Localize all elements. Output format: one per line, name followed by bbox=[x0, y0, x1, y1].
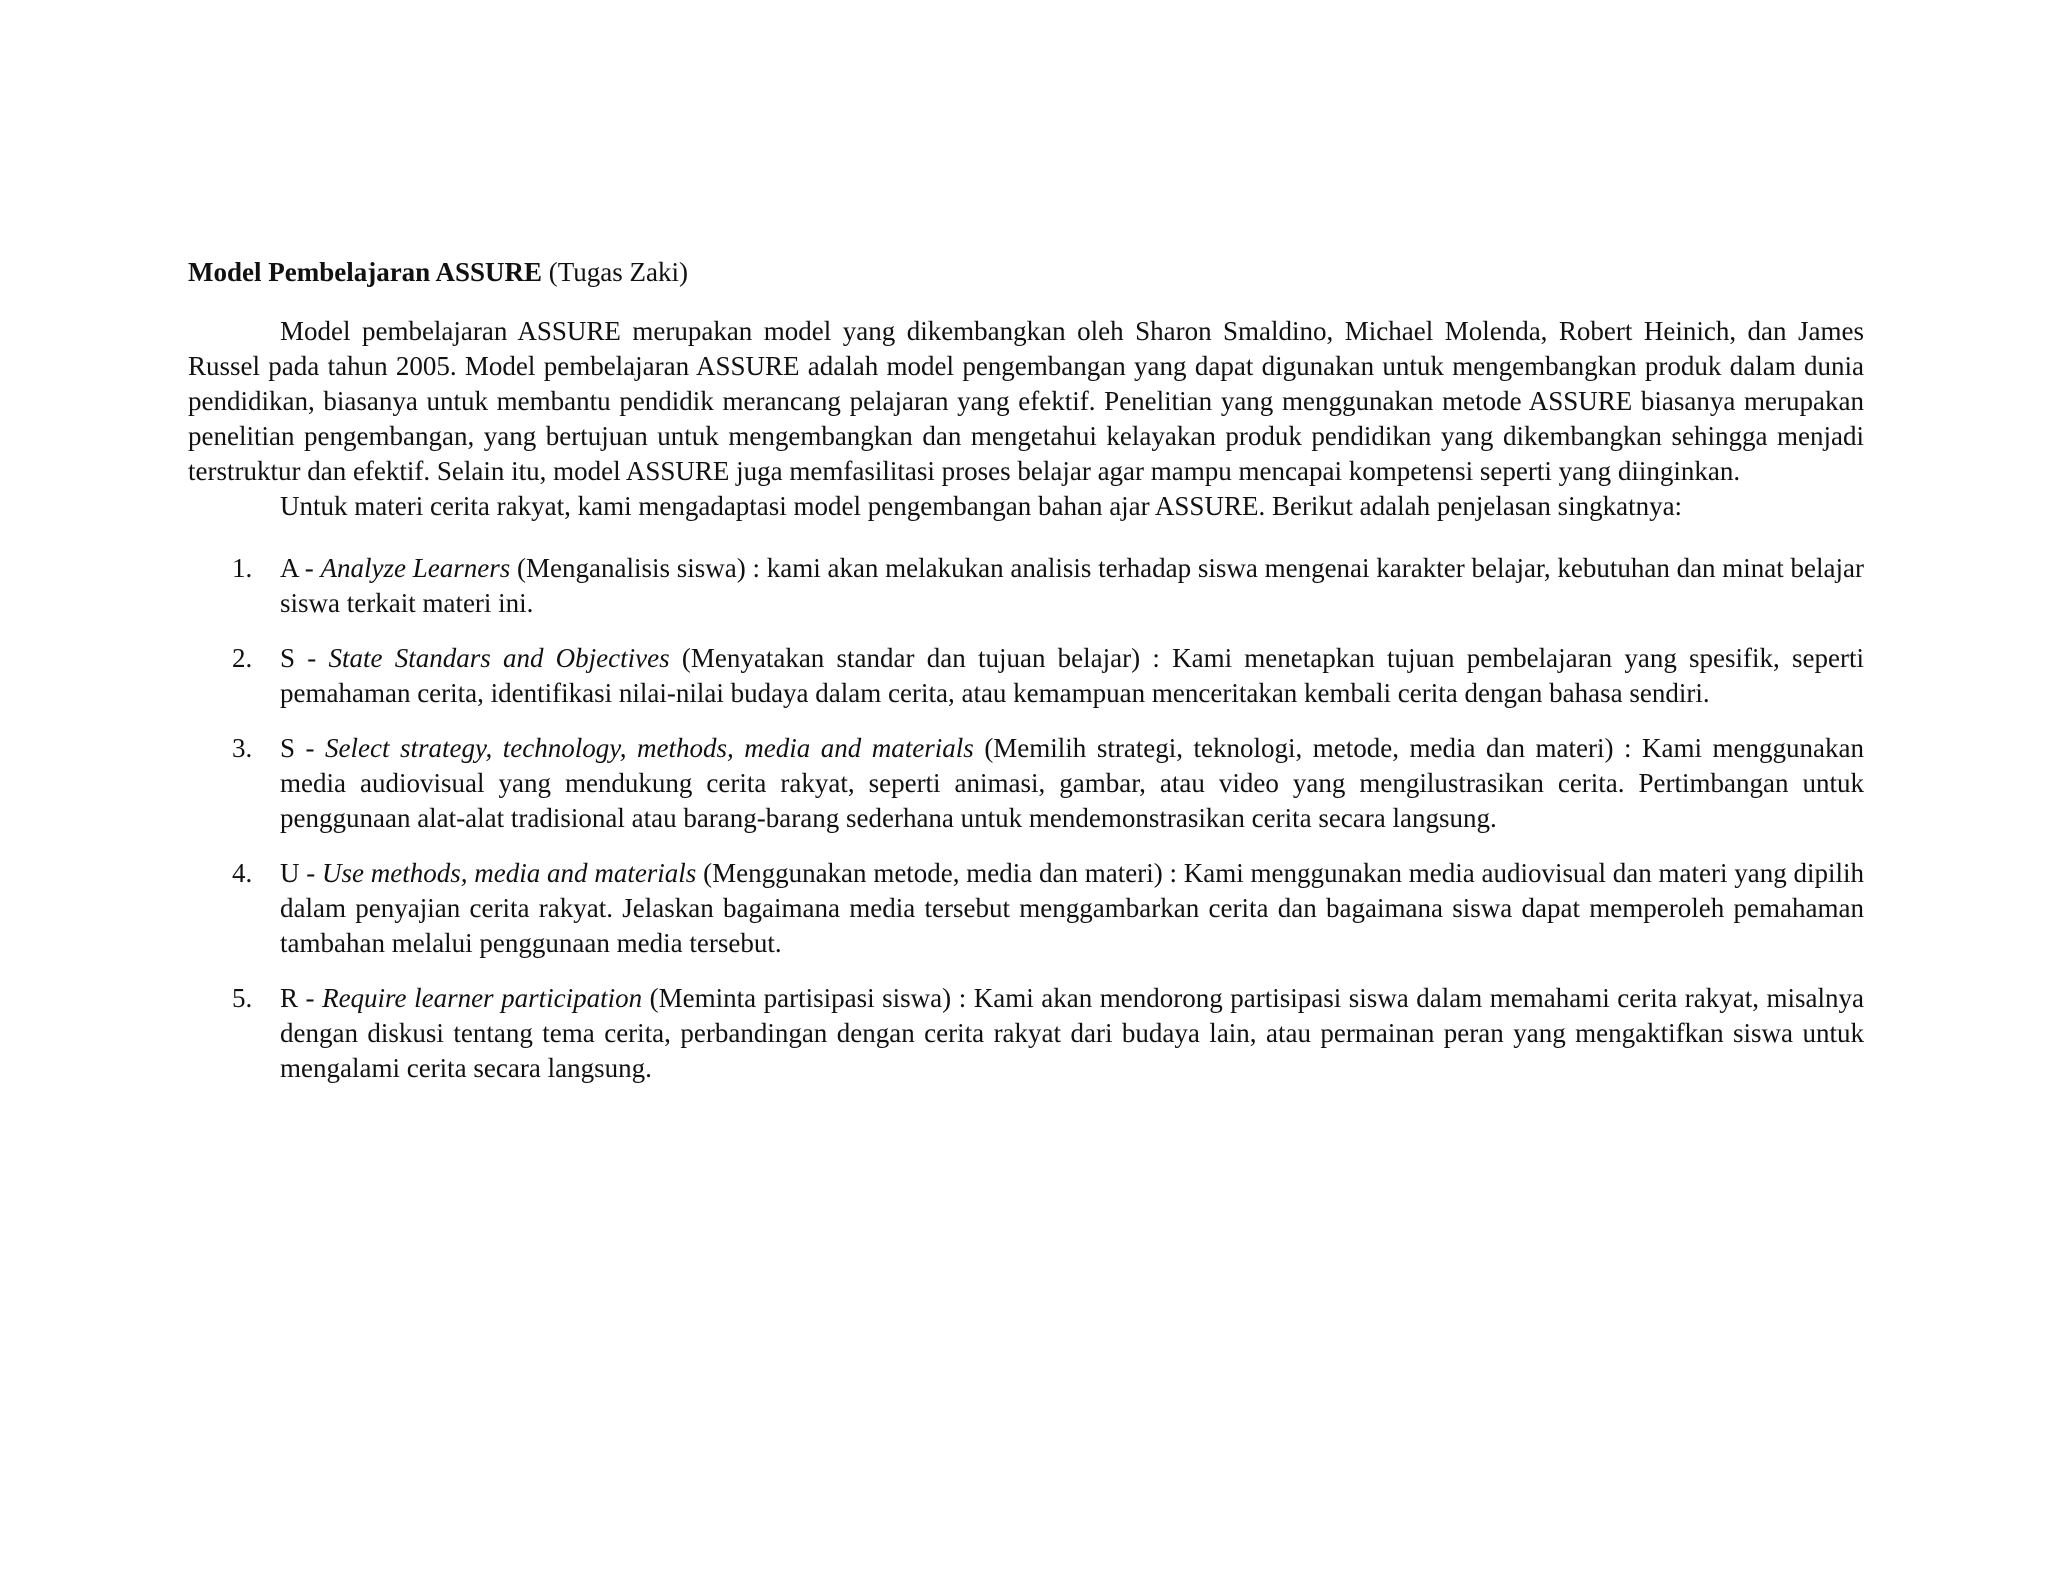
list-item-number: 2. bbox=[232, 643, 253, 673]
list-item-number: 3. bbox=[232, 733, 253, 763]
list-item-text: (Menyatakan standar dan tujuan belajar) : Kami menetapkan tujuan pembelajaran yang spesifik, seperti pemahaman cerita, identifikasi nilai-nilai budaya dalam cerita, atau kemampuan menceritakan kembali cerita dengan bahasa sendiri. bbox=[280, 643, 1864, 708]
assure-steps-list bbox=[188, 551, 1864, 1086]
list-item-letter: U - bbox=[280, 858, 323, 888]
list-item-letter: R - bbox=[280, 983, 323, 1013]
list-item bbox=[188, 981, 1864, 1086]
list-item-text: (Menganalisis siswa) : kami akan melakukan analisis terhadap siswa mengenai karakter belajar, kebutuhan dan minat belajar siswa terkait materi ini. bbox=[280, 553, 1864, 618]
list-item-term: Require learner participation bbox=[322, 983, 643, 1013]
list-item-letter: S - bbox=[280, 733, 326, 763]
list-item-text: (Meminta partisipasi siswa) : Kami akan mendorong partisipasi siswa dalam memahami cerita rakyat, misalnya dengan diskusi tentang tema cerita, perbandingan dengan cerita rakyat dari budaya lain, atau permainan peran yang mengaktifkan siswa untuk mengalami cerita secara langsung. bbox=[280, 983, 1865, 1083]
list-item bbox=[188, 551, 1864, 621]
document-page bbox=[188, 252, 1864, 1106]
list-item-term: Use methods, media and materials bbox=[322, 858, 697, 888]
list-item-term: Select strategy, technology, methods, media and materials bbox=[325, 733, 974, 763]
list-item bbox=[188, 641, 1864, 711]
list-item-number: 1. bbox=[232, 553, 253, 583]
list-item-letter: A - bbox=[280, 553, 321, 583]
list-item bbox=[188, 856, 1864, 961]
list-item-term: Analyze Learners bbox=[320, 553, 511, 583]
list-item-text: (Memilih strategi, teknologi, metode, media dan materi) : Kami menggunakan media audiovisual yang mendukung cerita rakyat, seperti animasi, gambar, atau video yang mengilustrasikan cerita. Pertimbangan untuk penggunaan alat-alat tradisional atau barang-barang sederhana untuk mendemonstrasikan cerita secara langsung. bbox=[280, 733, 1864, 833]
title-bold: Model Pembelajaran ASSURE bbox=[188, 257, 542, 287]
list-item-number: 4. bbox=[232, 858, 253, 888]
document-title bbox=[188, 252, 1864, 292]
list-item-text: (Menggunakan metode, media dan materi) : Kami menggunakan media audiovisual dan materi yang dipilih dalam penyajian cerita rakyat. Jelaskan bagaimana media tersebut menggambarkan cerita dan bagaimana siswa dapat memperoleh pemahaman tambahan melalui penggunaan media tersebut. bbox=[280, 858, 1864, 958]
list-item-term: State Standars and Objectives bbox=[328, 643, 670, 673]
list-item bbox=[188, 731, 1864, 836]
intro-paragraph: Model pembelajaran ASSURE merupakan model yang dikembangkan oleh Sharon Smaldino, Michael Molenda, Robert Heinich, dan James Russel pada tahun 2005. Model pembelajaran ASSURE adalah model pengembangan yang dapat digunakan untuk mengembangkan produk dalam dunia pendidikan, biasanya untuk membantu pendidik merancang pelajaran yang efektif. Penelitian yang menggunakan metode ASSURE biasanya merupakan penelitian pengembangan, yang bertujuan untuk mengembangkan dan mengetahui kelayakan produk pendidikan yang dikembangkan sehingga menjadi terstruktur dan efektif. Selain itu, model ASSURE juga memfasilitasi proses belajar agar mampu mencapai kompetensi seperti yang diinginkan. bbox=[188, 316, 1864, 486]
title-note: (Tugas Zaki) bbox=[542, 257, 688, 287]
list-item-number: 5. bbox=[232, 983, 253, 1013]
list-item-letter: S - bbox=[280, 643, 329, 673]
adaptation-paragraph: Untuk materi cerita rakyat, kami mengadaptasi model pengembangan bahan ajar ASSURE. Berikut adalah penjelasan singkatnya: bbox=[280, 491, 1683, 521]
